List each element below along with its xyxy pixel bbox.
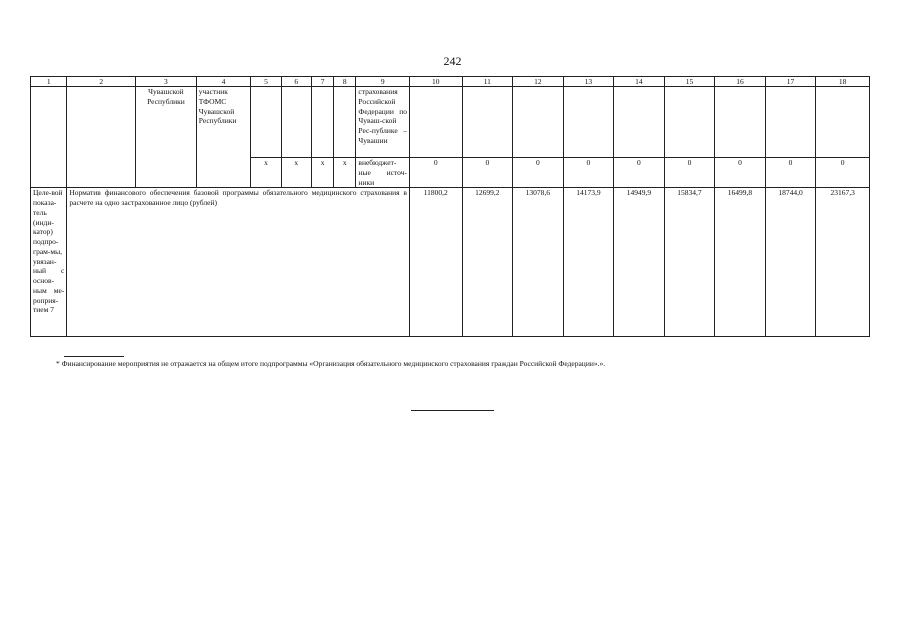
indicator-value-cell: 23167,3 xyxy=(816,188,870,337)
table-cell xyxy=(614,87,665,158)
participant-cell: участник ТФОМС Чувашской Республики xyxy=(196,87,251,188)
value-cell: 0 xyxy=(513,158,564,188)
indicator-description-cell: Норматив финансового обеспечения базовой программы обязательного медицинского страхования в расчете на одно застрахованное лицо (рублей) xyxy=(67,188,410,337)
col-header-1: 1 xyxy=(31,77,67,87)
col-header-6: 6 xyxy=(281,77,311,87)
responsible-executor-cell: Чувашской Республики xyxy=(136,87,197,188)
value-cell: 0 xyxy=(816,158,870,188)
page-number: 242 xyxy=(443,54,462,68)
indicator-value-cell: 16499,8 xyxy=(715,188,766,337)
table-cell xyxy=(765,87,816,158)
funding-source-cell-b: внебюджет-ные источ-ники xyxy=(356,158,410,188)
col-header-10: 10 xyxy=(409,77,462,87)
table-row-continuation-a xyxy=(31,87,870,158)
table-row-indicator xyxy=(31,188,870,337)
col-header-5: 5 xyxy=(251,77,281,87)
col-header-18: 18 xyxy=(816,77,870,87)
footnote: * Финансирование мероприятия не отражается на общем итоге подпрограммы «Организация обязательного медицинского страхования граждан Российской Федерации».». xyxy=(56,359,606,368)
indicator-value-cell: 14173,9 xyxy=(563,188,614,337)
col-header-3: 3 xyxy=(136,77,197,87)
col-header-8: 8 xyxy=(334,77,356,87)
col-header-12: 12 xyxy=(513,77,564,87)
indicator-value-cell: 13078,6 xyxy=(513,188,564,337)
table-cell xyxy=(462,87,513,158)
table-cell xyxy=(251,87,281,158)
header-row xyxy=(31,77,870,87)
value-cell: 0 xyxy=(462,158,513,188)
indicator-value-cell: 14949,9 xyxy=(614,188,665,337)
funding-source-cell-a: страхования Российской Федерации по Чуваш-ской Рес-публике – Чувашии xyxy=(356,87,410,158)
col-header-14: 14 xyxy=(614,77,665,87)
mark-cell: x xyxy=(334,158,356,188)
mark-cell: x xyxy=(281,158,311,188)
indicator-value-cell: 11800,2 xyxy=(409,188,462,337)
data-table xyxy=(30,76,870,337)
col-header-17: 17 xyxy=(765,77,816,87)
col-header-13: 13 xyxy=(563,77,614,87)
table-cell xyxy=(816,87,870,158)
value-cell: 0 xyxy=(765,158,816,188)
table-cell xyxy=(664,87,715,158)
value-cell: 0 xyxy=(614,158,665,188)
footnote-divider xyxy=(64,356,124,357)
table-cell xyxy=(409,87,462,158)
col-header-11: 11 xyxy=(462,77,513,87)
col-header-16: 16 xyxy=(715,77,766,87)
value-cell: 0 xyxy=(664,158,715,188)
table-cell xyxy=(513,87,564,158)
end-divider xyxy=(411,410,494,411)
mark-cell: x xyxy=(251,158,281,188)
table-cell xyxy=(281,87,311,158)
col-header-15: 15 xyxy=(664,77,715,87)
table-cell xyxy=(563,87,614,158)
table-cell xyxy=(31,87,67,188)
indicator-value-cell: 15834,7 xyxy=(664,188,715,337)
table-cell xyxy=(715,87,766,158)
col-header-7: 7 xyxy=(311,77,333,87)
indicator-value-cell: 12699,2 xyxy=(462,188,513,337)
indicator-value-cell: 18744,0 xyxy=(765,188,816,337)
value-cell: 0 xyxy=(409,158,462,188)
indicator-label-cell: Целе-вой показа-тель (инди-катор) подпро-грам-мы, увязан-ный с основ-ным ме-роприя-тием 7 xyxy=(31,188,67,337)
value-cell: 0 xyxy=(563,158,614,188)
table-cell xyxy=(311,87,333,158)
col-header-2: 2 xyxy=(67,77,136,87)
col-header-9: 9 xyxy=(356,77,410,87)
value-cell: 0 xyxy=(715,158,766,188)
col-header-4: 4 xyxy=(196,77,251,87)
table-cell xyxy=(67,87,136,188)
mark-cell: x xyxy=(311,158,333,188)
table-cell xyxy=(334,87,356,158)
